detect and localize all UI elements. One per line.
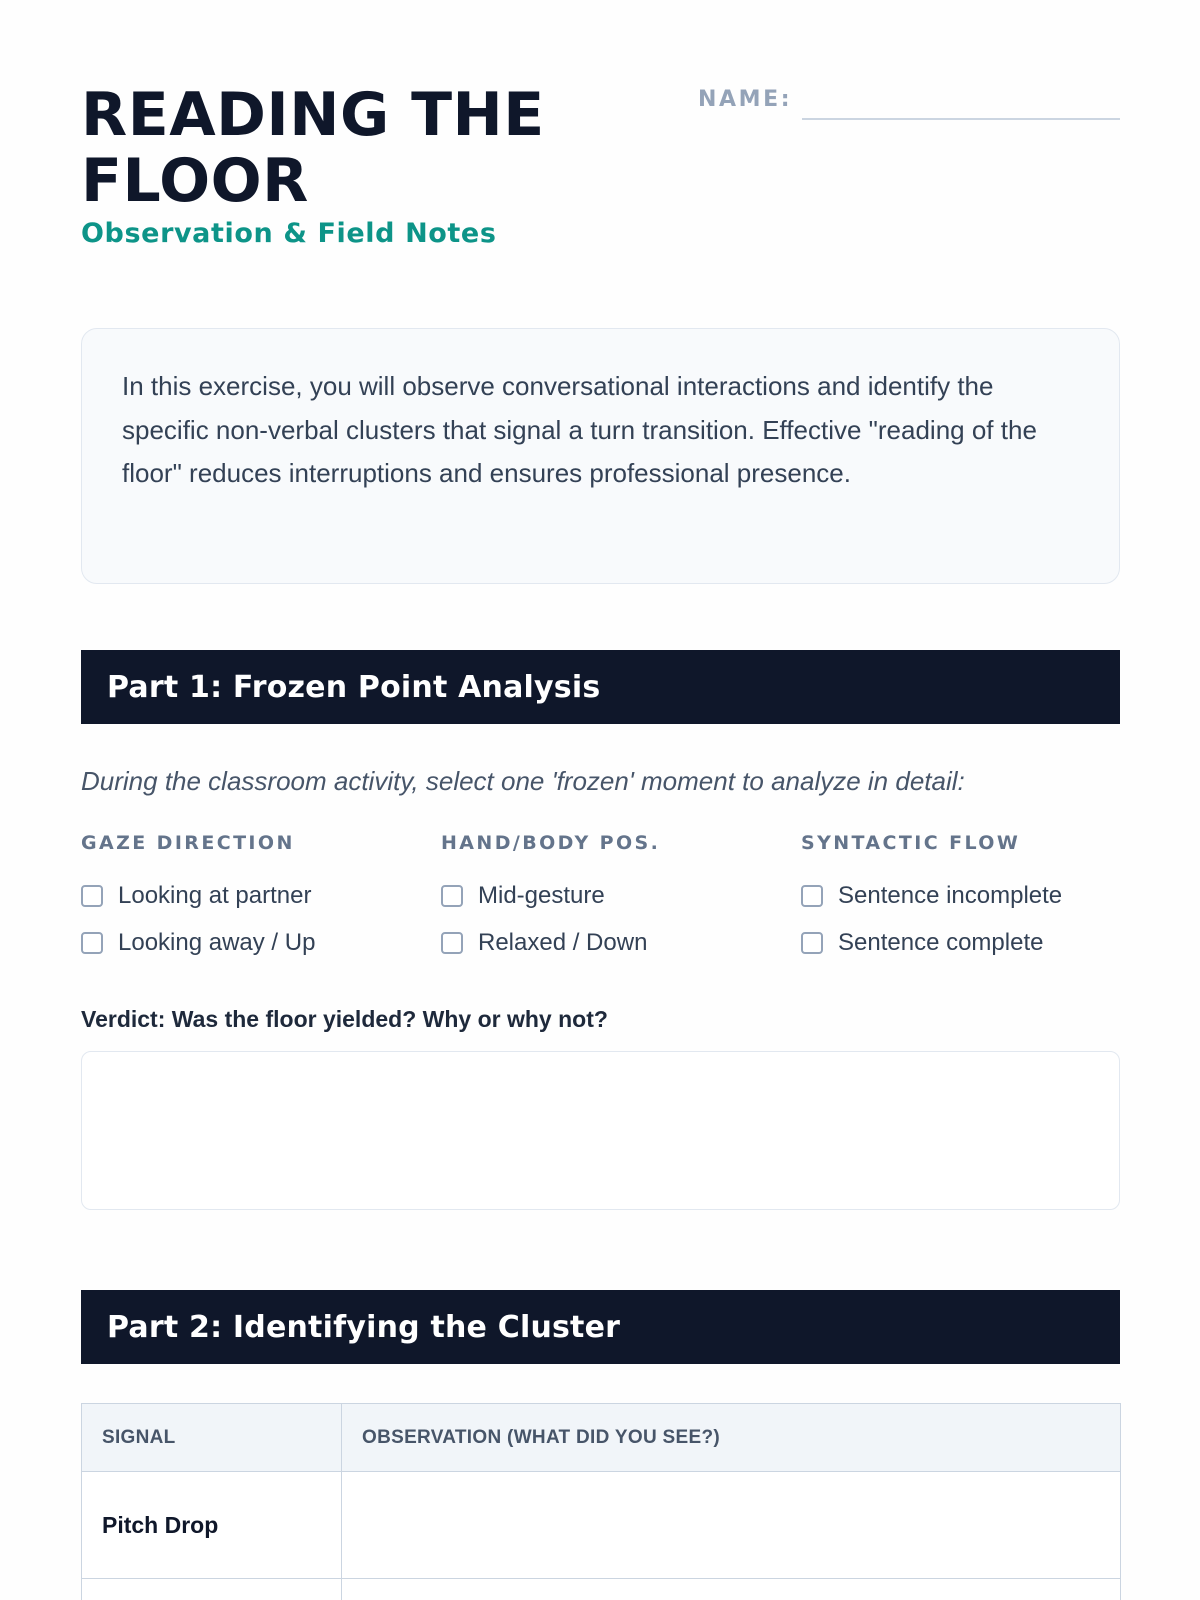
option-label: Looking away / Up [118,929,316,956]
hand-body-column [441,832,781,977]
table-header-row [82,1404,1121,1472]
gaze-direction-column [81,832,421,977]
checkbox-option[interactable] [81,883,421,909]
checkbox-option[interactable] [441,883,781,909]
name-label: NAME: [698,87,793,112]
verdict-textarea[interactable] [81,1051,1120,1210]
observation-cell[interactable] [342,1472,1121,1579]
checkbox-option[interactable] [801,883,1141,909]
column-heading: GAZE DIRECTION [81,832,295,854]
option-label: Looking at partner [118,882,312,909]
option-label: Mid-gesture [478,882,605,909]
option-label: Sentence complete [838,929,1044,956]
checkbox[interactable] [441,885,463,907]
checkbox[interactable] [801,932,823,954]
part1-title: Part 1: Frozen Point Analysis [107,669,601,705]
name-field-block [698,84,1120,122]
table-row [82,1579,1121,1600]
verdict-label: Verdict: Was the floor yielded? Why or why not? [81,1006,608,1032]
name-input-line[interactable] [802,118,1120,120]
page-title: READING THE FLOOR [81,80,545,216]
signal-cell [82,1579,342,1600]
intro-text: In this exercise, you will observe conversational interactions and identify the specific non-verbal clusters that signal a turn transition. Effective "reading of the floor" reduces interruptions and ensures professional presence. [122,371,1037,488]
checkbox[interactable] [441,932,463,954]
checkbox[interactable] [801,885,823,907]
option-label: Sentence incomplete [838,882,1063,909]
option-label: Relaxed / Down [478,929,648,956]
checkbox-option[interactable] [81,930,421,956]
worksheet-header [81,0,1119,310]
page-subtitle: Observation & Field Notes [81,218,497,249]
checkbox-option[interactable] [441,930,781,956]
part1-header [81,650,1120,724]
column-heading: HAND/BODY POS. [441,832,661,854]
column-heading: SYNTACTIC FLOW [801,832,1021,854]
intro-box [81,328,1120,584]
signal-column-header: SIGNAL [82,1404,342,1472]
observation-cell[interactable] [342,1579,1121,1600]
observation-column-header: OBSERVATION (WHAT DID YOU SEE?) [342,1404,1121,1472]
checkbox-option[interactable] [801,930,1141,956]
cluster-table [81,1403,1121,1600]
part2-header [81,1290,1120,1364]
checkbox[interactable] [81,932,103,954]
part2-title: Part 2: Identifying the Cluster [107,1309,621,1345]
observation-columns [81,832,1120,972]
signal-cell: Pitch Drop [82,1472,342,1579]
part1-instructions: During the classroom activity, select one 'frozen' moment to analyze in detail: [81,766,965,796]
syntactic-flow-column [801,832,1141,977]
table-row [82,1472,1121,1579]
checkbox[interactable] [81,885,103,907]
